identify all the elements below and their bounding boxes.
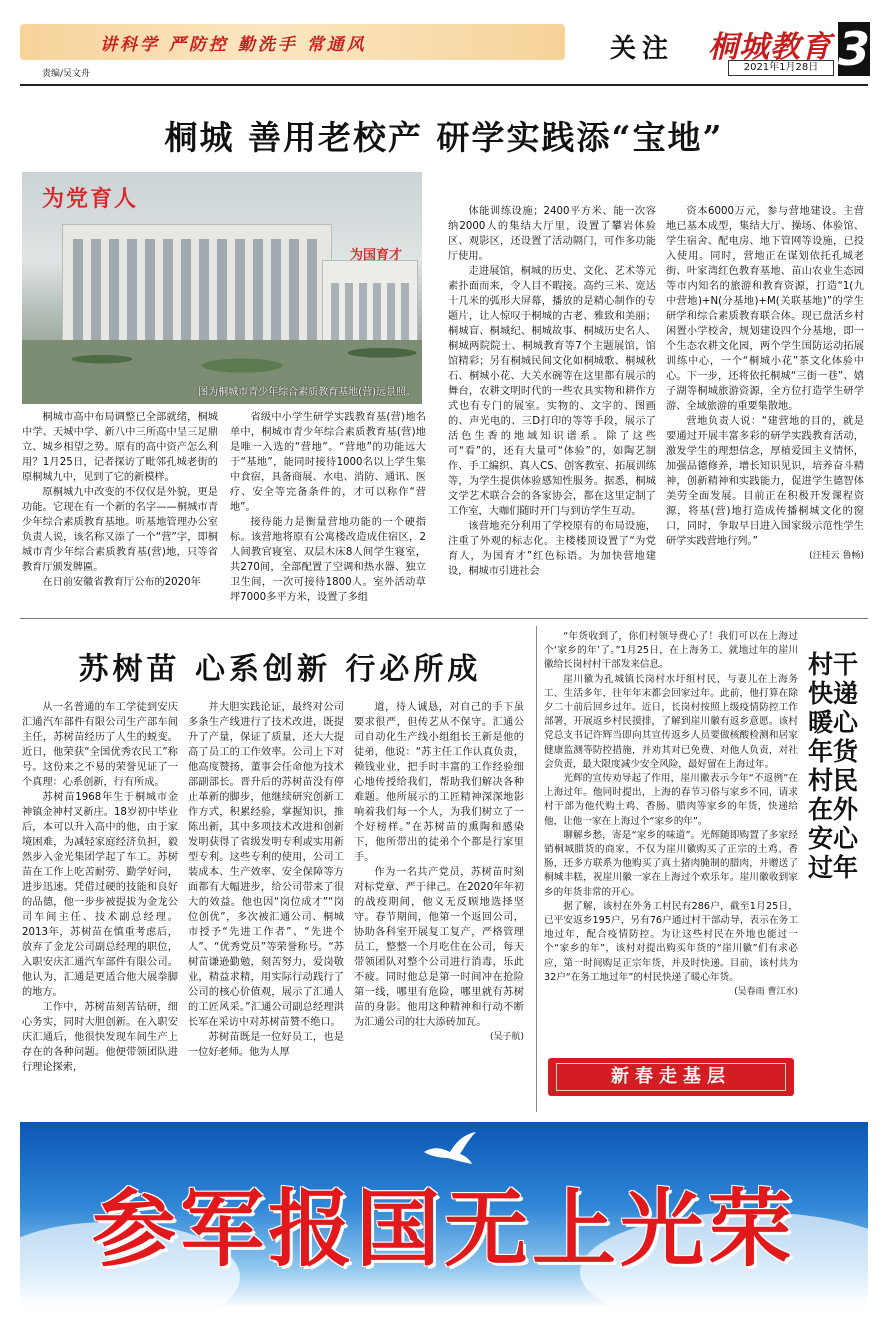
paragraph: 营地负责人说：“建营地的目的，就是要通过开展丰富多彩的研学实践教育活动，激发学生的理想信念，厚植爱国主义情怀，加强品德修养，增长知识见识，培养奋斗精神，创新精神和实践能力，促进学生德智体美劳全面发展。目前正在积极开发课程资源，将基(营)地打造成传播桐城文化的窗口，同时，争取早日进入国家级示范性学生研学实践营地行列。” [666,416,864,547]
article1-headline: 桐城 善用老校产 研学实践添“宝地” [164,118,724,157]
paragraph: 该营地充分利用了学校原有的布局设施，注重了外观的标志化。主楼楼顶设置了“为党育人，为国育才”红色标语。为加快营地建设，桐城市引进社会 [448,521,656,577]
paragraph: 桐城市高中布局调整已全部就绪，桐城中学、天城中学、新八中三所高中呈三足鼎立、城乡相望之势。原有的高中资产怎么利用？1月25日，记者探访了毗邻孔城老街的原桐城九中，见到了它的新模样。 [22,412,218,483]
section-title: 关注 [610,34,675,64]
paragraph: 道，待人诚恳，对自己的手下虽要求很严，但传艺从不保守。汇通公司自动化生产线小组组长王新是他的徒弟，他说：“苏主任工作认真负责，赖钱业业，把手时丰富的工作经验细心地传授给我们，帮助我们解决各种难题。他所展示的工匠精神深深地影响着我们每一个人，为我们树立了一个好榜样。”在苏树苗的熏陶和感染下，他所带出的徒弟个个都是行家里手。 [354,702,524,863]
photo-banner-side: 为国育才 [350,248,403,263]
article1-byline: (汪桂云 鲁畅) [809,551,864,561]
paragraph: 据了解，该村在外务工村民有286户，截至1月25日，已平安返乡195户，另有76户通过村干部动导，表示在务工地过年，配合疫情防控。为让这些村民在外地也能过一个“家乡的年”，该村对提出购买年货的“崖川徽”们有求必应，第一时间购足正宗年货，并及时快递。目前，该村共为32户“在务工地过年”的村民快递了暖心年货。 [544,900,798,983]
paragraph: 苏树苗既是一位好员工，也是一位好老师。他为人厚 [188,1032,344,1058]
paragraph: 光辉的宣传劝导起了作用，崖川徽表示今年“不返例”在上海过年。他同时提出，上海的春节习俗与家乡不同，请求村干部为他代购土鸡、香肠、腊肉等家乡的年货，快递给他，让他一家在上海过个“家乡的年”。 [544,773,798,827]
paragraph: 作为一名共产党员，苏树苗时刻对标党章、严于律己。在2020年年初的战疫期间，他义无反顾地选择坚守。春节期间，他第一个返回公司，协助各科室开展复工复产，严格管理员工，整整一个月吃住在公司，每天带领团队对整个公司进行消毒，乐此不疲。同时他总是第一时间冲在抢险第一线，哪里有危险，哪里就有苏树苗的身影。他用这种精神和行动不断为汇通公司的壮大添砖加瓦。 [354,867,524,1028]
article1-column-3 [448,204,656,579]
publication-date: 2021年1月28日 [728,60,834,76]
paragraph: 体能训练设施；2400平方米、能一次容纳2000人的集结大厅里，设置了攀岩体验区、观影区，还设置了活动隔门，可作多功能厅使用。 [448,206,656,262]
paragraph: 聊解乡愁，寄是“家乡的味道”。光辉随即购置了多家经销桐城腊货的商家，不仅为崖川徽购买了正宗的土鸡、香肠，还多方联系为他购买了真土猪肉腌制的腊肉，并赠送了桐城丰糕，祝崖川徽一家在上海过个欢乐年。崖川徽收到家乡的年货非常的开心。 [544,829,798,898]
paragraph: 走进展馆，桐城的历史、文化、艺术等元素扑面而来，令人目不暇接。高约三米、宽达十几米的弧形大屏幕，播放的是精心制作的专题片，让人惊叹于桐城的古老、雅致和美丽；桐城盲、桐城纪、桐城故事、桐城历史名人、桐城两院院士、桐城教育等7个主题展馆，馆馆精彩；另有桐城民间文化如桐城歌、桐城秋石、桐城小花、大关水碗等在这里都有展示的舞台，农耕文明时代的一些农具实物和耕作方式也有专门的展室。实物的、文字的、图画的、声光电的、三D打印的等等手段，展示了活色生香的地域知识谱系。除了这些可“看”的，还有大量可“体验”的，如陶艺制作、手工编织、真人CS、创客教室、拓展训练等，为学生提供体验感知性服务。据悉，桐城文学艺术联合会的各家协会，都在这里定制了工作室，大咖们随时开门与到访学生互动。 [448,266,656,517]
article1-photo [22,172,422,404]
photo-banner-main: 为党育人 [42,187,139,212]
article2-headline: 苏树苗 心系创新 行必所成 [78,652,482,687]
paragraph: 原桐城九中改变的不仅仅是外貌，更是功能。它现在有一个新的名字——桐城市青少年综合素质教育基地。听基地管理办公室负责人说，该名称又添了一个“营”字，即桐城市青少年综合素质教育基(营)地，只等省教育厅颁发牌匾。 [22,487,218,573]
article3-column-1 [544,630,798,999]
article1-column-4 [666,204,864,564]
article2-column-2 [188,700,344,1060]
page-number: 3 [838,22,871,76]
paragraph: 苏树苗1968年生于桐城市金神镇金神村叉新庄。18岁初中毕业后，本可以升入高中的他，由于家境困难，为减轻家庭经济负担，毅然步入金光集团学起了车工。苏树苗在工作上吃苦耐劳、勤学好问，进步迅速。凭借过硬的技能和良好的品德，他一步步被提拔为金龙公司车间主任、技术副总经理。2013年，苏树苗在慎重考虑后，放弃了金龙公司副总经理的职位，入职安庆汇通汽车部件有限公司。他认为，汇通是更适合他大展拳脚的地方。 [22,792,178,998]
column-tag-box [548,1058,794,1096]
paragraph: 资本6000万元，参与营地建设。主营地已基本成型，集结大厅、操场、体验馆、学生宿舍、配电房、地下管网等设施，已投入使用。同时，营地正在谋划依托孔城老街、叶家湾红色教育基地、苗山农业生态园等市内知名的旅游和教育资源，打造“1(九中营地)+N(分基地)+M(关联基地)”的学生研学和综合素质教育联合体。现已盘活乡村闲置小学校舍，规划建设四个分基地，即一个生态农耕文化园，两个学生国防运动拓展训练中心，一个“桐城小花”茶文化体验中心。下一步，还将依托桐城“三街一巷”、嬉子湖等桐城旅游资源，全方位打造学生研学游、全域旅游的重要集散地。 [666,206,864,412]
paragraph: 崖川徽为孔城镇长岗村水圩组村民，与妻儿在上海务工、生活多年，往年年末都会回家过年。此前，他打算在除夕二十前后回乡过年。近日，长岗村按照上级疫情防控工作部署，开展返乡村民摸排，了解到崖川徽有返乡意愿。该村党总支书记许辉当即向其宣传返乡人员要做核酸检测和居家健康监测等防控措施，并劝其对已免费、对他人负责，对社会负责，最大限度减少安全风险，最好留在上海过年。 [544,673,798,770]
paragraph: 从一名普通的车工学徒到安庆汇通汽车部件有限公司生产部车间主任，苏树苗经历了人生的蜕变。近日，他荣获“全国优秀农民工”称号。这份来之不易的荣誉见证了一个真理：心系创新，行有所成。 [22,702,178,788]
article1-column-1 [22,410,218,590]
masthead [20,22,871,79]
paragraph: 并大胆实践论证，最终对公司多条生产线进行了技术改进，既提升了产量，保证了质量，还大大提高了员工的工作效率。公司上下对他高度赞扬，董事会任命他为技术部副部长。晋升后的苏树苗没有停止革新的脚步，他继续研究创新工作方式，积累经验，掌握知识，推陈出新，其中多项技术改进和创新发明获得了省级发明专利或实用新型专利。这些专利的使用，公司工装成本、生产效率、安全保障等方面都有大幅进步，给公司带来了很大的效益。他也因“岗位成才”“岗位创优”，多次被汇通公司、桐城市授予“先进工作者”、“先进个人”、“优秀党员”等荣誉称号。“苏树苗谦逊勤勉，刻苦努力，爱岗敬业，精益求精，用实际行动践行了公司的核心价值观，展示了汇通人的工匠风采。”汇通公司副总经理洪长军在采访中对苏树苗赞不绝口。 [188,702,344,1028]
article3-byline: (吴春雨 曹江水) [734,987,798,998]
section-divider [20,618,868,619]
poster-slogan: 参军报国无上光荣 [91,1180,796,1278]
article2-byline: (吴子航) [489,1032,524,1042]
paragraph: 在日前安徽省教育厅公布的2020年 [42,577,201,588]
paragraph: 省级中小学生研学实践教育基(营)地名单中，桐城市青少年综合素质教育基(营)地是唯一入选的“营地”。“营地”的功能远大于“基地”，能同时接待1000名以上学生集中食宿，具备商展、水电、消防、通讯、医疗、安全等完备条件的，才可以称作“营地”。 [230,412,426,513]
editor-credit: 责编/吴文舟 [42,69,91,79]
slogan-banner [20,24,565,60]
slogan-text: 讲科学 严防控 勤洗手 常通风 [100,34,367,55]
article2-column-3 [354,700,524,1045]
paper-name: 桐城教育 [708,30,832,65]
recruitment-poster [20,1122,868,1308]
photo-caption: 图为桐城市青少年综合素质教育基地(营)远景照。 [198,387,416,398]
article2-column-1 [22,700,178,1075]
paragraph: 工作中，苏树苗刻苦钻研，细心务实，同时大胆创新。在入职安庆汇通后，他很快发现车间生产上存在的各种问题。他便带领团队进行理论探索， [22,1002,178,1073]
column-divider [536,626,537,1112]
masthead-rule [20,84,868,86]
paragraph: 接待能力是衡量营地功能的一个硬指标。该营地将原有公寓楼改造成住宿区，2人间教官寝室、双层木床8人间学生寝室，共270间，全部配置了空调和热水器、独立卫生间，一次可接待1800人。室外活动草坪7000多平方米，设置了多组 [230,517,426,603]
paragraph: “年货收到了，你们村领导费心了！我们可以在上海过个‘家乡的年’了。”1月25日，在上海务工、就地过年的崖川徽给长岗村村干部发来信息。 [544,631,798,671]
article3-vertical-headline: 村干快递暖心年货 村民在外安心过年 [808,650,859,882]
article1-column-2 [230,410,426,605]
column-tag: 新春走基层 [556,1063,786,1091]
